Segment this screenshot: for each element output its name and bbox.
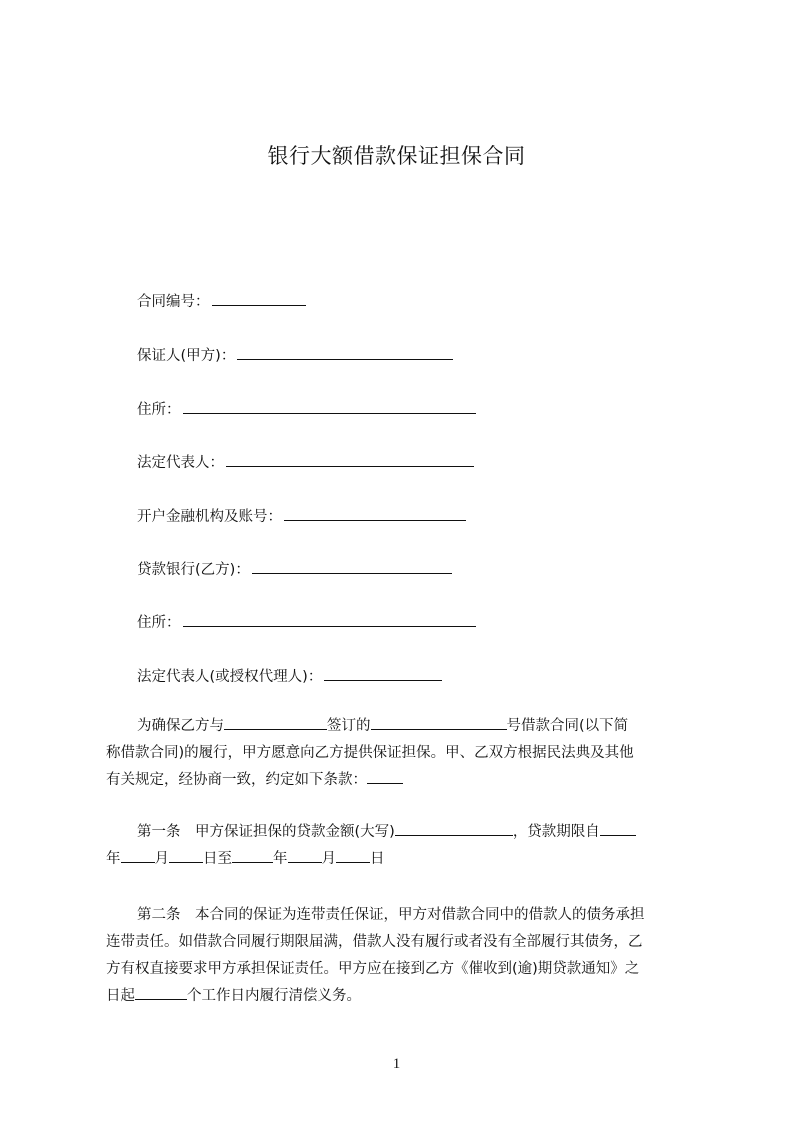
preamble-text-3: 号借款合同(以下简 <box>506 718 629 734</box>
lender-address-field <box>137 612 476 633</box>
guarantor-address-label: 住所： <box>137 402 181 418</box>
lender-blank[interactable] <box>252 559 452 574</box>
guarantor-address-field <box>137 399 476 420</box>
article-1 <box>106 819 702 873</box>
bank-account-label: 开户金融机构及账号： <box>137 509 282 525</box>
article-1-text-b: ，贷款期限自 <box>512 824 600 840</box>
guarantor-blank[interactable] <box>237 345 453 360</box>
lender-address-blank[interactable] <box>183 612 476 627</box>
preamble-end-blank[interactable] <box>367 769 403 784</box>
article-2-line2: 连带责任。如借款合同履行期限届满，借款人没有履行或者没有全部履行其债务，乙 <box>106 934 643 950</box>
start-day-blank[interactable] <box>169 848 203 863</box>
article-2-line4b: 个工作日内履行清偿义务。 <box>187 988 361 1004</box>
article-2-line3: 方有权直接要求甲方承担保证责任。甲方应在接到乙方《催收到(逾)期贷款通知》之 <box>106 961 640 977</box>
end-day-blank[interactable] <box>336 848 370 863</box>
article-2 <box>106 902 702 1010</box>
year-label-1: 年 <box>106 851 121 867</box>
guarantor-label: 保证人(甲方)： <box>137 348 236 364</box>
loan-contract-no-blank[interactable] <box>371 715 507 730</box>
preamble-text-2: 签订的 <box>327 718 371 734</box>
article-1-text-a: 第一条 甲方保证担保的贷款金额(大写) <box>137 824 395 840</box>
preamble-text-line3: 有关规定，经协商一致，约定如下条款： <box>106 772 367 788</box>
lender-legal-rep-blank[interactable] <box>324 666 442 681</box>
document-title: 银行大额借款保证担保合同 <box>267 144 526 168</box>
lender-address-label: 住所： <box>137 615 181 631</box>
loan-amount-blank[interactable] <box>395 821 513 836</box>
working-days-blank[interactable] <box>135 985 187 1000</box>
preamble-text-line2: 称借款合同)的履行，甲方愿意向乙方提供保证担保。甲、乙双方根据民法典及其他 <box>106 745 634 761</box>
lender-label: 贷款银行(乙方)： <box>137 562 250 578</box>
article-2-line4a: 日起 <box>106 988 135 1004</box>
end-month-blank[interactable] <box>288 848 322 863</box>
bank-account-blank[interactable] <box>284 506 466 521</box>
month-label-1: 月 <box>154 851 169 867</box>
lender-field <box>137 559 452 580</box>
day-to-label: 日至 <box>203 851 232 867</box>
start-month-blank[interactable] <box>121 848 155 863</box>
guarantor-field <box>137 345 453 366</box>
preamble-text-1: 为确保乙方与 <box>137 718 224 734</box>
contract-number-blank[interactable] <box>212 291 306 306</box>
page-number: 1 <box>392 1056 401 1072</box>
bank-account-field <box>137 506 466 527</box>
guarantor-legal-rep-label: 法定代表人： <box>137 455 224 471</box>
article-2-line1: 第二条 本合同的保证为连带责任保证，甲方对借款合同中的借款人的债务承担 <box>137 907 645 923</box>
party-blank[interactable] <box>224 715 327 730</box>
guarantor-legal-rep-field <box>137 452 474 473</box>
lender-legal-rep-label: 法定代表人(或授权代理人)： <box>137 669 323 685</box>
year-label-2: 年 <box>273 851 288 867</box>
contract-number-label: 合同编号： <box>137 294 210 310</box>
guarantor-address-blank[interactable] <box>183 399 476 414</box>
lender-legal-rep-field <box>137 666 442 687</box>
start-year-blank[interactable] <box>600 821 636 836</box>
end-year-blank[interactable] <box>232 848 273 863</box>
preamble-paragraph <box>106 713 702 794</box>
month-label-2: 月 <box>321 851 336 867</box>
contract-number-field <box>137 291 306 312</box>
guarantor-legal-rep-blank[interactable] <box>226 452 474 467</box>
day-label-2: 日 <box>370 851 385 867</box>
